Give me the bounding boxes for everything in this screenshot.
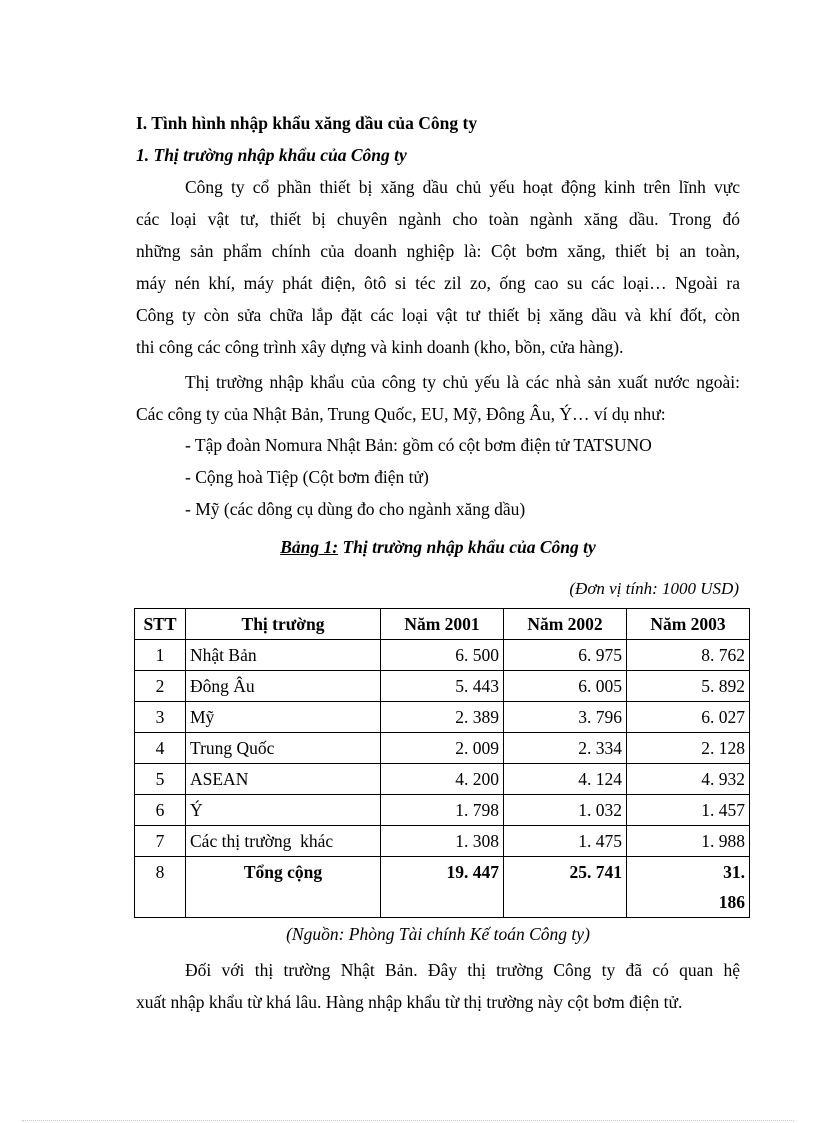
cell-2002: 6. 005	[504, 671, 627, 702]
cell-market: Các thị trường khác	[186, 826, 381, 857]
paragraph-line: Các công ty của Nhật Bản, Trung Quốc, EU, Mỹ, Đông Âu, Ý… ví dụ như:	[136, 404, 666, 424]
table-row	[135, 702, 750, 733]
cell-market: Đông Âu	[186, 671, 381, 702]
page-bottom-divider	[22, 1120, 794, 1121]
table-caption-text: Thị trường nhập khẩu của Công ty	[338, 537, 596, 557]
cell-total-2003-part1: 31.	[723, 862, 745, 882]
table-row	[135, 640, 750, 671]
cell-2003: 5. 892	[627, 671, 750, 702]
cell-stt: 2	[135, 671, 186, 702]
cell-total-2003	[627, 857, 750, 918]
cell-2002: 3. 796	[504, 702, 627, 733]
paragraph-1	[136, 171, 740, 363]
cell-2003: 4. 932	[627, 764, 750, 795]
header-2001: Năm 2001	[381, 609, 504, 640]
table-caption-label: Bảng 1:	[280, 537, 339, 557]
paragraph-line: máy nén khí, máy phát điện, ôtô si téc zil zo, ống cao su các loại… Ngoài ra	[136, 273, 740, 293]
cell-2002: 6. 975	[504, 640, 627, 671]
table-header-row	[135, 609, 750, 640]
cell-2002: 4. 124	[504, 764, 627, 795]
paragraph-line: Thị trường nhập khẩu của công ty chủ yếu là các nhà sản xuất nước ngoài:	[185, 372, 740, 392]
paragraph-line: xuất nhập khẩu từ khá lâu. Hàng nhập khẩu từ thị trường này cột bơm điện tử.	[136, 992, 683, 1012]
cell-total-2003-part2: 186	[718, 892, 745, 912]
cell-stt: 6	[135, 795, 186, 826]
cell-2001: 5. 443	[381, 671, 504, 702]
table-row	[135, 671, 750, 702]
paragraph-3	[136, 954, 740, 1018]
cell-total-2002: 25. 741	[504, 857, 627, 918]
subsection-title: 1. Thị trường nhập khẩu của Công ty	[136, 145, 407, 165]
paragraph-line: thi công các công trình xây dựng và kinh doanh (kho, bồn, cửa hàng).	[136, 337, 624, 357]
table-row	[135, 795, 750, 826]
paragraph-line: Công ty cổ phần thiết bị xăng dầu chủ yếu hoạt động kinh trên lĩnh vực	[185, 177, 740, 197]
cell-2003: 6. 027	[627, 702, 750, 733]
header-market: Thị trường	[186, 609, 381, 640]
bullet-list	[136, 429, 740, 525]
cell-total-2001: 19. 447	[381, 857, 504, 918]
bullet-item: - Tập đoàn Nomura Nhật Bản: gồm có cột bơm điện tử TATSUNO	[185, 435, 652, 455]
header-stt: STT	[135, 609, 186, 640]
paragraph-line: Đối với thị trường Nhật Bản. Đây thị trường Công ty đã có quan hệ	[185, 960, 740, 980]
source-note: (Nguồn: Phòng Tài chính Kế toán Công ty)	[286, 924, 590, 944]
cell-2001: 1. 798	[381, 795, 504, 826]
header-2002: Năm 2002	[504, 609, 627, 640]
paragraph-2	[136, 366, 740, 430]
cell-2002: 1. 032	[504, 795, 627, 826]
cell-market: ASEAN	[186, 764, 381, 795]
cell-2001: 4. 200	[381, 764, 504, 795]
cell-stt: 5	[135, 764, 186, 795]
table-row	[135, 764, 750, 795]
bullet-item: - Cộng hoà Tiệp (Cột bơm điện tử)	[185, 467, 429, 487]
cell-stt: 1	[135, 640, 186, 671]
cell-2002: 2. 334	[504, 733, 627, 764]
cell-2001: 2. 009	[381, 733, 504, 764]
cell-2003: 8. 762	[627, 640, 750, 671]
table-total-row	[135, 857, 750, 918]
cell-2003: 2. 128	[627, 733, 750, 764]
table-row	[135, 826, 750, 857]
cell-2001: 2. 389	[381, 702, 504, 733]
cell-stt: 7	[135, 826, 186, 857]
cell-stt: 8	[135, 857, 186, 918]
cell-2001: 6. 500	[381, 640, 504, 671]
cell-stt: 4	[135, 733, 186, 764]
cell-total-label: Tổng cộng	[186, 857, 381, 918]
header-2003: Năm 2003	[627, 609, 750, 640]
cell-2003: 1. 988	[627, 826, 750, 857]
bullet-item: - Mỹ (các dông cụ dùng đo cho ngành xăng dầu)	[185, 499, 526, 519]
import-market-table	[134, 608, 750, 918]
paragraph-line: Công ty còn sửa chữa lắp đặt các loại vật tư thiết bị xăng dầu và khí đốt, còn	[136, 305, 740, 325]
table-caption	[136, 537, 740, 558]
paragraph-line: các loại vật tư, thiết bị chuyên ngành cho toàn ngành xăng dầu. Trong đó	[136, 209, 740, 229]
table-row	[135, 733, 750, 764]
paragraph-line: những sản phẩm chính của doanh nghiệp là: Cột bơm xăng, thiết bị an toàn,	[136, 241, 740, 261]
cell-market: Trung Quốc	[186, 733, 381, 764]
cell-market: Nhật Bản	[186, 640, 381, 671]
section-title: I. Tình hình nhập khẩu xăng dầu của Công ty	[136, 113, 478, 133]
cell-market: Ý	[186, 795, 381, 826]
unit-note: (Đơn vị tính: 1000 USD)	[569, 579, 739, 598]
cell-2003: 1. 457	[627, 795, 750, 826]
cell-market: Mỹ	[186, 702, 381, 733]
cell-2001: 1. 308	[381, 826, 504, 857]
cell-stt: 3	[135, 702, 186, 733]
cell-2002: 1. 475	[504, 826, 627, 857]
